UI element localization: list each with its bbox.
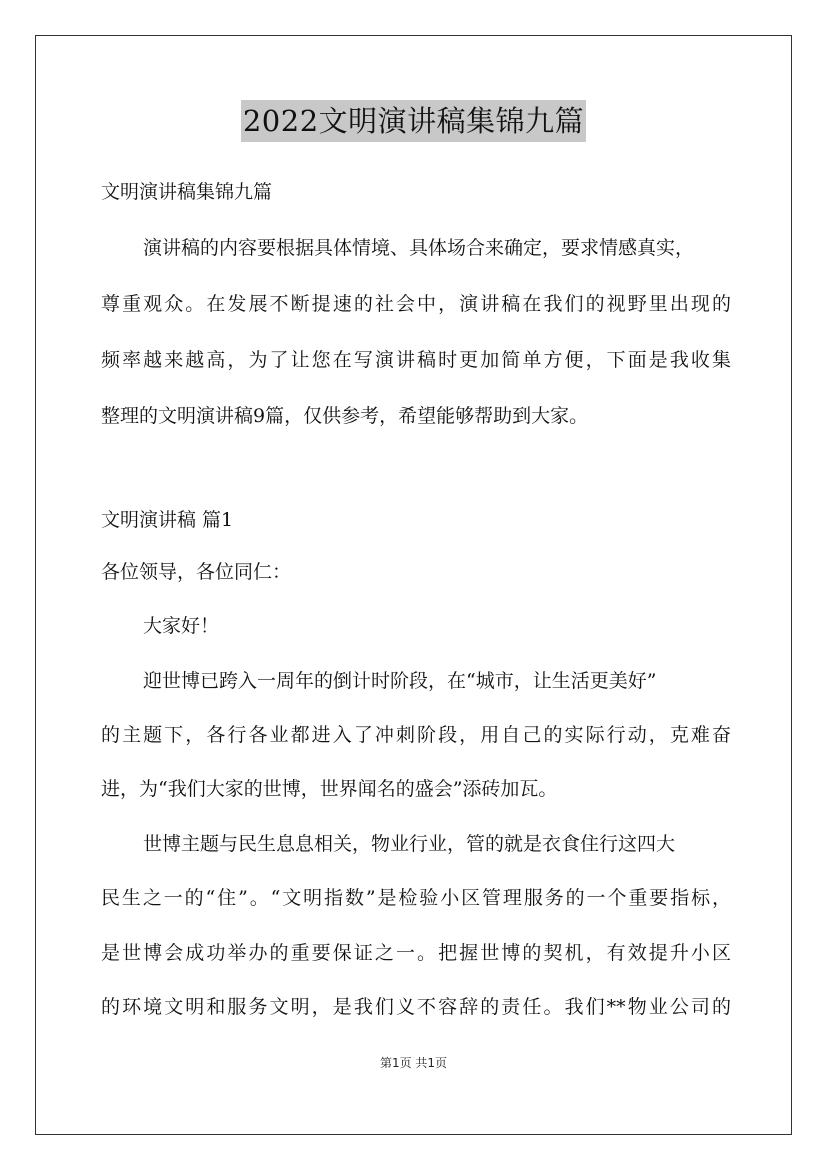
para1-line-3: 进，为“我们大家的世博，世界闻名的盛会”添砖加瓦。 bbox=[101, 778, 558, 800]
para1-line-2: 的主题下，各行各业都进入了冲刺阶段，用自己的实际行动，克难奋 bbox=[101, 724, 731, 746]
salutation: 各位领导，各位同仁： bbox=[101, 561, 292, 583]
subtitle: 文明演讲稿集锦九篇 bbox=[101, 181, 273, 203]
intro-line-1: 演讲稿的内容要根据具体情境、具体场合来确定，要求情感真实， bbox=[143, 237, 695, 259]
intro-line-3: 频率越来越高，为了让您在写演讲稿时更加简单方便，下面是我收集 bbox=[101, 349, 731, 371]
title-wrap bbox=[0, 100, 827, 142]
para1-line-1: 迎世博已跨入一周年的倒计时阶段，在“城市，让生活更美好” bbox=[143, 670, 657, 692]
greeting: 大家好！ bbox=[143, 615, 220, 637]
para2-line-4: 的环境文明和服务文明，是我们义不容辞的责任。我们**物业公司的 bbox=[101, 996, 731, 1018]
intro-line-4: 整理的文明演讲稿9篇，仅供参考，希望能够帮助到大家。 bbox=[101, 405, 589, 427]
intro-line-2: 尊重观众。在发展不断提速的社会中，演讲稿在我们的视野里出现的 bbox=[101, 293, 731, 315]
document-title: 2022文明演讲稿集锦九篇 bbox=[241, 100, 586, 142]
para2-line-3: 是世博会成功举办的重要保证之一。把握世博的契机，有效提升小区 bbox=[101, 942, 731, 964]
page-footer: 第1页 共1页 bbox=[379, 1056, 448, 1070]
para2-line-1: 世博主题与民生息息相关，物业行业，管的就是衣食住行这四大 bbox=[143, 833, 676, 855]
section-heading: 文明演讲稿 篇1 bbox=[101, 509, 234, 531]
para2-line-2: 民生之一的“住”。“文明指数”是检验小区管理服务的一个重要指标， bbox=[101, 887, 731, 909]
